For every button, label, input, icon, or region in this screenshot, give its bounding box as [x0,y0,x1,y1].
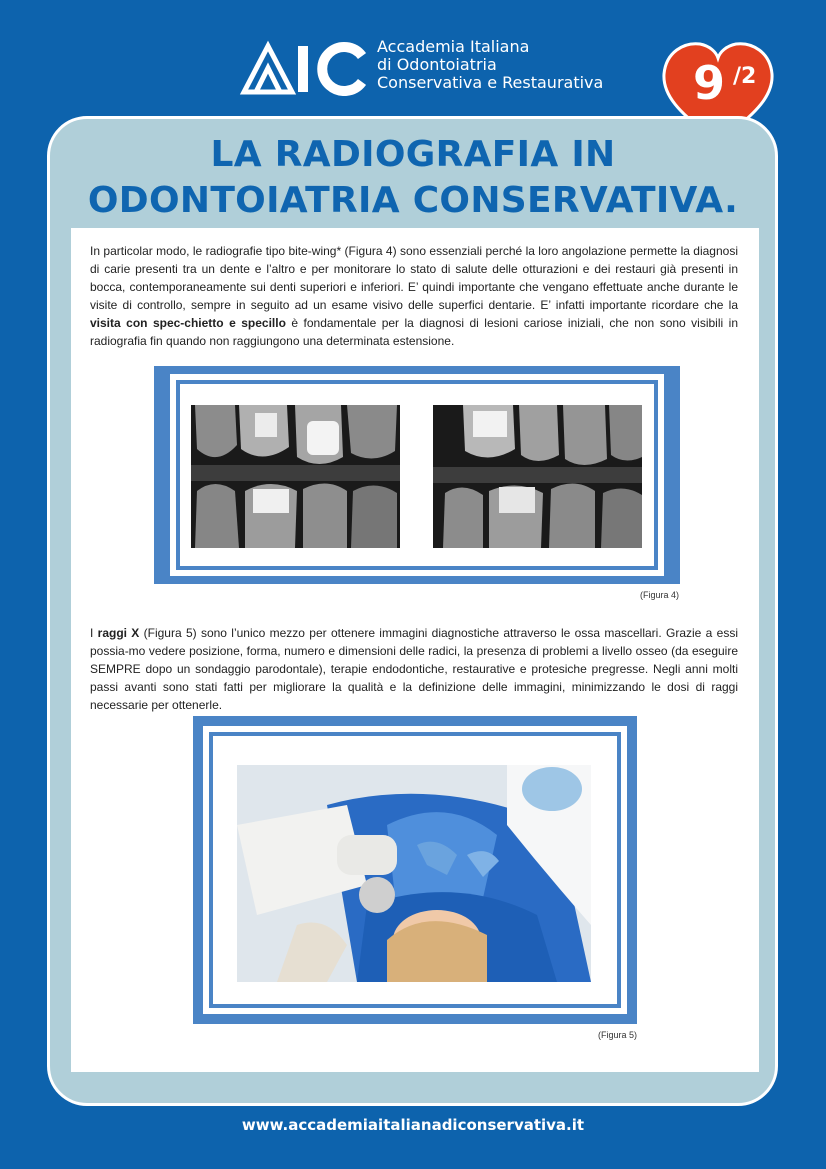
logo-line-1: Accademia Italiana [377,37,530,56]
paragraph-bold-text: visita con spec-chietto e specillo [90,316,286,330]
paragraph-text: I [90,626,98,640]
badge-fraction: /2 [733,64,757,89]
header [0,0,826,120]
paragraph-text: (Figura 5) sono l’unico mezzo per ottenere immagini diagnostiche attraverso le ossa mascellari. Grazie a essi possia-mo vedere posizione, forma, numero e dimensioni delle radici, la presenza di problemi a livello osseo (da eseguire SEMPRE dopo un sondaggio parodontale), terapie endodontiche, restaurative e protesiche pregresse. Negli anni molti passi avanti sono stati fatti per migliorare la qualità e la definizione delle immagini, minimizzando le dosi di raggi necessarie per ottenerle. [90,626,738,712]
title-line-2: ODONTOIATRIA CONSERVATIVA. [87,180,739,221]
paragraph-bitewing [90,242,738,350]
figure-5-caption: (Figura 5) [598,1030,638,1040]
logo-text [377,38,603,92]
logo-line-3: Conservativa e Restaurativa [377,73,604,92]
bitewing-xray-image-left [191,405,400,548]
website-link[interactable]: www.accademiaitalianadiconservativa.it [241,1116,585,1134]
logo-line-2: di Odontoiatria [377,55,497,74]
dental-xray-photo [237,765,591,982]
badge-number: 9 [693,56,726,110]
page-title [0,132,826,224]
paragraph-text: è fondamentale per la diagnosi di lesioni cariose iniziali, che non sono visibili in radiografia fin quando non raggiungono una determinata estensione. [90,316,738,348]
bitewing-xray-image-right [433,405,642,548]
figure-4-caption: (Figura 4) [640,590,680,600]
paragraph-raggi-x [90,624,738,714]
paragraph-text: In particolar modo, le radiografie tipo bite-wing* (Figura 4) sono essenziali perché la loro angolazione permette la diagnosi di carie presenti tra un dente e l’altro e per monitorare lo stato di salute delle otturazioni e dei restauri già presenti in bocca, contemporaneamente sui denti superiori e inferiori. E’ quindi importante che vengano effettuate anche durante le visite di controllo, sempre in seguito ad un esame visivo delle superfici dentarie. E’ infatti importante ricordare che la [90,244,738,312]
aic-logo-icon [238,40,366,96]
paragraph-bold-text: raggi X [97,626,140,640]
title-line-1: LA RADIOGRAFIA IN [210,134,616,175]
